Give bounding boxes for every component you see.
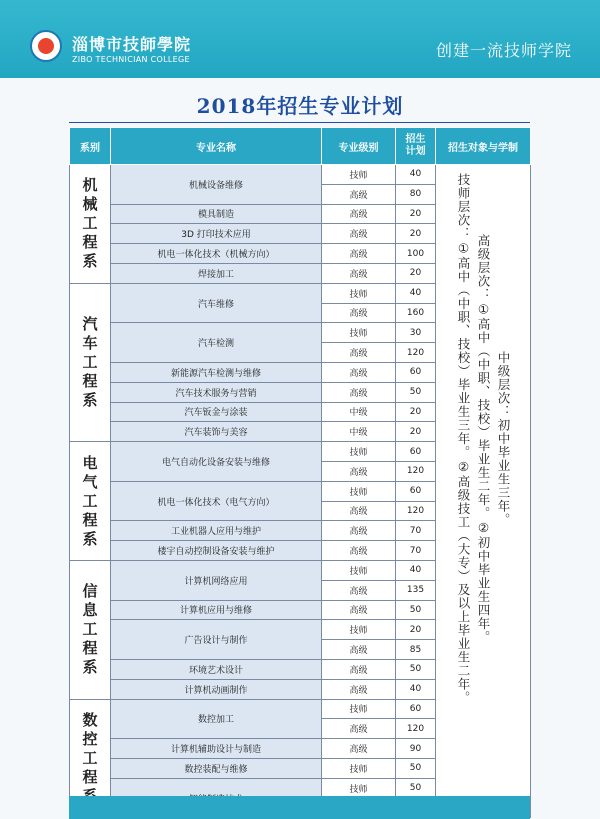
major-level: 技师 — [322, 165, 396, 185]
major-level: 中级 — [322, 422, 396, 442]
major-level: 高级 — [322, 719, 396, 739]
requirement-text: 高级层次：①高中（中职、技校）毕业生二年。②初中毕业生四年。 — [476, 233, 491, 644]
major-level: 高级 — [322, 263, 396, 283]
major-name: 广告设计与制作 — [111, 620, 322, 660]
major-level: 高级 — [322, 303, 396, 323]
major-name: 汽车维修 — [111, 283, 322, 323]
plan-count: 60 — [396, 481, 436, 501]
major-level: 中级 — [322, 402, 396, 422]
plan-count: 120 — [396, 343, 436, 363]
major-level: 高级 — [322, 244, 396, 264]
major-name: 计算机辅助设计与制造 — [111, 739, 322, 759]
col-plan-header: 招生 计划 — [396, 128, 436, 165]
major-level: 高级 — [322, 343, 396, 363]
major-level: 高级 — [322, 362, 396, 382]
plan-count: 70 — [396, 521, 436, 541]
major-name: 汽车钣金与涂装 — [111, 402, 322, 422]
plan-count: 60 — [396, 699, 436, 719]
major-level: 高级 — [322, 224, 396, 244]
footer-bar — [69, 796, 530, 819]
major-name: 计算机应用与维修 — [111, 600, 322, 620]
major-name: 电气自动化设备安装与维修 — [111, 442, 322, 482]
plan-count: 20 — [396, 620, 436, 640]
major-level: 高级 — [322, 382, 396, 402]
plan-count: 20 — [396, 402, 436, 422]
major-level: 高级 — [322, 461, 396, 481]
plan-count: 80 — [396, 184, 436, 204]
plan-count: 30 — [396, 323, 436, 343]
title-divider — [69, 122, 530, 123]
major-level: 高级 — [322, 739, 396, 759]
dept-name: 机械工程系 — [70, 165, 111, 284]
major-name: 环境艺术设计 — [111, 659, 322, 679]
school-name-en: ZIBO TECHNICIAN COLLEGE — [72, 55, 190, 64]
major-level: 技师 — [322, 560, 396, 580]
major-level: 技师 — [322, 481, 396, 501]
major-name: 汽车技术服务与营销 — [111, 382, 322, 402]
school-name-cn: 淄博市技師學院 — [72, 35, 192, 54]
plan-count: 50 — [396, 778, 436, 798]
table-row — [70, 165, 531, 185]
plan-count: 20 — [396, 422, 436, 442]
major-level: 技师 — [322, 442, 396, 462]
plan-count: 50 — [396, 758, 436, 778]
major-name: 汽车装饰与美容 — [111, 422, 322, 442]
major-level: 高级 — [322, 640, 396, 660]
major-name: 3D 打印技术应用 — [111, 224, 322, 244]
plan-count: 120 — [396, 719, 436, 739]
requirement-text: 技师层次：①高中（中职、技校）毕业生三年。②高级技工（大专）及以上毕业生二年。 — [456, 173, 471, 705]
plan-count: 40 — [396, 560, 436, 580]
major-level: 高级 — [322, 521, 396, 541]
major-level: 高级 — [322, 184, 396, 204]
plan-count: 60 — [396, 362, 436, 382]
plan-count: 20 — [396, 263, 436, 283]
plan-count: 50 — [396, 659, 436, 679]
major-name: 焊接加工 — [111, 263, 322, 283]
dept-name: 数控工程 — [70, 699, 111, 818]
plan-count: 20 — [396, 224, 436, 244]
plan-count: 50 — [396, 600, 436, 620]
dept-name: 电气工程系 — [70, 442, 111, 561]
major-name: 楼宇自动控制设备安装与维护 — [111, 541, 322, 561]
plan-count: 70 — [396, 541, 436, 561]
col-level-header: 专业级别 — [322, 128, 396, 165]
major-level: 技师 — [322, 323, 396, 343]
major-level: 高级 — [322, 659, 396, 679]
major-level: 技师 — [322, 778, 396, 798]
major-level: 技师 — [322, 699, 396, 719]
major-level: 高级 — [322, 580, 396, 600]
enrollment-plan-table — [69, 127, 531, 818]
major-name: 机电一体化技术（电气方向） — [111, 481, 322, 521]
major-level: 高级 — [322, 600, 396, 620]
plan-count: 120 — [396, 461, 436, 481]
page-title: 2018年招生专业计划 — [196, 94, 404, 118]
col-dept-header: 系别 — [70, 128, 111, 165]
major-name: 计算机网络应用 — [111, 560, 322, 600]
major-level: 技师 — [322, 283, 396, 303]
plan-count: 120 — [396, 501, 436, 521]
requirements-cell — [436, 165, 531, 818]
major-level: 技师 — [322, 620, 396, 640]
plan-count: 40 — [396, 679, 436, 699]
table-header-row — [70, 128, 531, 165]
plan-count: 40 — [396, 283, 436, 303]
major-name: 机械设备维修 — [111, 165, 322, 205]
major-level: 高级 — [322, 204, 396, 224]
header-slogan: 创建一流技师学院 — [435, 41, 572, 60]
page-header — [0, 0, 600, 78]
col-major-header: 专业名称 — [111, 128, 322, 165]
major-name: 工业机器人应用与维护 — [111, 521, 322, 541]
dept-name: 汽车工程系 — [70, 283, 111, 441]
plan-count: 85 — [396, 640, 436, 660]
plan-count: 60 — [396, 442, 436, 462]
major-name: 新能源汽车检测与维修 — [111, 362, 322, 382]
plan-count: 135 — [396, 580, 436, 600]
requirement-text: 中级层次：初中毕业生三年。 — [496, 351, 511, 527]
major-name: 模具制造 — [111, 204, 322, 224]
major-name: 机电一体化技术（机械方向） — [111, 244, 322, 264]
col-req-header: 招生对象与学制 — [436, 128, 531, 165]
major-name: 汽车检测 — [111, 323, 322, 363]
plan-count: 50 — [396, 382, 436, 402]
school-logo-icon — [30, 30, 62, 62]
dept-name: 信息工程系 — [70, 560, 111, 699]
major-name: 数控加工 — [111, 699, 322, 739]
plan-count: 90 — [396, 739, 436, 759]
major-level: 高级 — [322, 541, 396, 561]
plan-count: 160 — [396, 303, 436, 323]
plan-count: 100 — [396, 244, 436, 264]
major-level: 技师 — [322, 758, 396, 778]
major-name: 计算机动画制作 — [111, 679, 322, 699]
major-level: 高级 — [322, 679, 396, 699]
plan-count: 40 — [396, 165, 436, 185]
major-level: 高级 — [322, 501, 396, 521]
major-name: 数控装配与维修 — [111, 758, 322, 778]
plan-count: 20 — [396, 204, 436, 224]
